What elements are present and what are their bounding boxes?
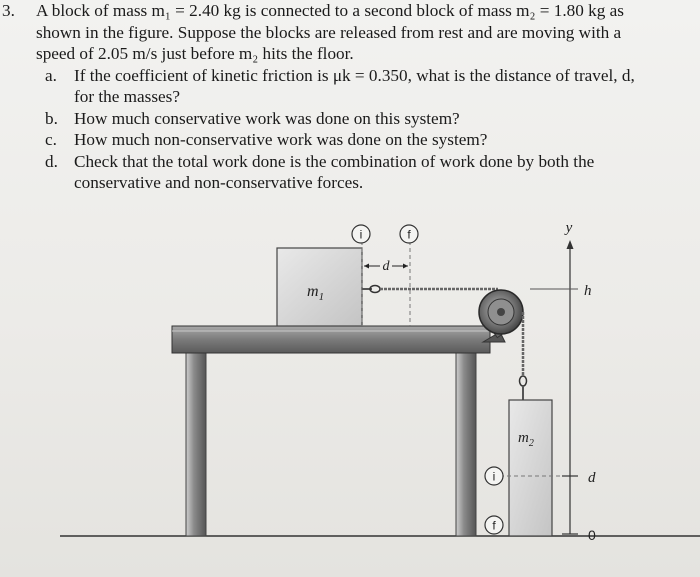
figure-svg (0, 212, 700, 577)
part-d-continued (2, 172, 696, 194)
block-m2 (509, 400, 552, 536)
axis-zero-label: 0 (588, 527, 596, 543)
final-marker-label: f (407, 227, 411, 242)
y-axis-arrow-icon (567, 240, 574, 249)
intro-text: speed of 2.05 m/s just before m₂ hits the floor. (36, 44, 354, 63)
axis-d-label: d (588, 470, 596, 486)
hook-m2-icon (520, 376, 527, 386)
m2-initial-marker-label: i (492, 469, 496, 484)
problem-intro-line (2, 0, 696, 22)
table-top (172, 326, 490, 353)
axis-h-label: h (584, 283, 592, 299)
part-d (2, 151, 696, 173)
table-leg-right (456, 353, 476, 536)
mass1-label: $m_1$ (307, 283, 325, 303)
part-c (2, 129, 696, 151)
distance-label: d (382, 259, 390, 274)
part-b (2, 108, 696, 130)
intro-text: A block of mass m₁ = 2.40 kg is connected to a second block of mass m₂ = 1.80 kg as (36, 1, 624, 20)
part-a-continued (2, 86, 696, 108)
part-a (2, 65, 696, 87)
problem-number: 3. (2, 1, 15, 20)
mass2-label: $m_2$ (518, 430, 534, 449)
pulley-figure (0, 212, 700, 577)
table-leg-left (186, 353, 206, 536)
part-text: for the masses? (74, 87, 180, 106)
problem-intro-line (2, 43, 696, 65)
intro-text: shown in the figure. Suppose the blocks are released from rest and are moving with a (36, 22, 622, 42)
problem-3 (2, 0, 696, 194)
axis-y-label: y (565, 220, 573, 236)
part-text: If the coefficient of kinetic friction is μk = 0.350, what is the distance of travel, d, (74, 65, 635, 85)
initial-marker-label: i (359, 227, 363, 242)
part-text: conservative and non-conservative forces. (74, 173, 364, 192)
part-text: How much conservative work was done on this system? (74, 108, 460, 128)
part-label: a. (45, 65, 57, 85)
part-text: Check that the total work done is the combination of work done by both the (74, 151, 595, 171)
part-label: b. (45, 108, 58, 128)
part-label: c. (45, 130, 57, 149)
problem-intro-line (2, 22, 696, 44)
m2-final-marker-label: f (492, 518, 496, 533)
part-label: d. (45, 151, 58, 171)
block-m1 (277, 248, 362, 326)
part-text: How much non-conservative work was done on the system? (74, 130, 488, 149)
